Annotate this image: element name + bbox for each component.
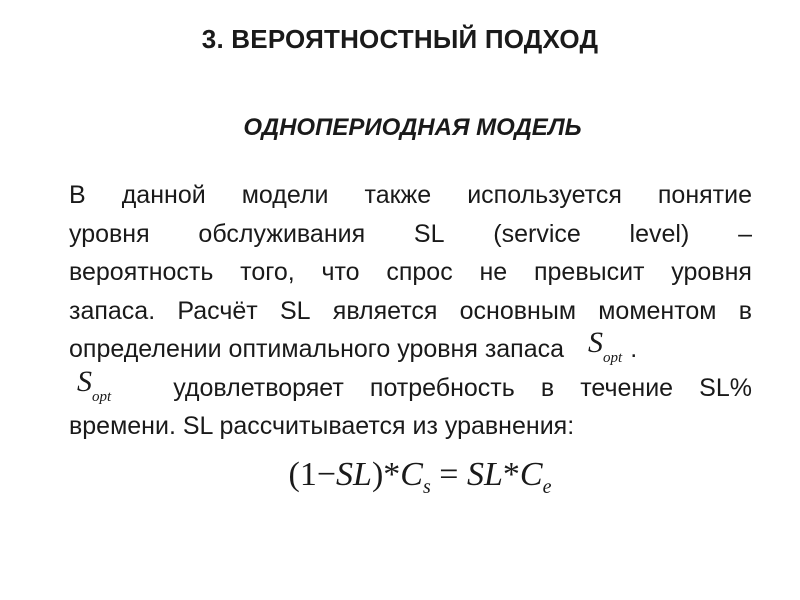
word: В bbox=[69, 181, 86, 209]
eq-equals: = bbox=[439, 456, 459, 493]
body-line-5 bbox=[69, 326, 752, 369]
s-opt-symbol bbox=[588, 326, 623, 369]
word: запаса. bbox=[69, 296, 156, 325]
eq-minus: − bbox=[316, 456, 337, 493]
word: спрос bbox=[386, 258, 453, 286]
word: течение bbox=[580, 373, 674, 402]
word: понятие bbox=[657, 181, 752, 209]
word: вероятность bbox=[69, 258, 214, 286]
word: Расчёт bbox=[177, 296, 258, 325]
word: SL bbox=[413, 219, 445, 248]
body-line-2 bbox=[69, 215, 752, 254]
eq-c-subscript: s bbox=[422, 476, 431, 498]
word: является bbox=[332, 296, 438, 325]
word: также bbox=[364, 181, 432, 209]
word: превысит bbox=[533, 258, 645, 286]
word: данной bbox=[121, 181, 206, 209]
word: что bbox=[321, 258, 360, 286]
eq-close-times: )* bbox=[371, 456, 401, 493]
body-line-1 bbox=[69, 176, 752, 215]
word: level) bbox=[629, 219, 690, 248]
word: SL% bbox=[699, 373, 752, 402]
word: в bbox=[540, 373, 555, 402]
body-text bbox=[69, 176, 752, 446]
body-line-3 bbox=[69, 253, 752, 292]
word: обслуживания bbox=[198, 219, 366, 248]
word: – bbox=[738, 219, 752, 248]
word: используется bbox=[467, 181, 622, 209]
word: SL bbox=[279, 296, 311, 325]
slide-title: 3. ВЕРОЯТНОСТНЫЙ ПОДХОД bbox=[201, 24, 599, 54]
symbol-subscript: opt bbox=[603, 350, 623, 366]
eq-c-subscript: e bbox=[542, 476, 552, 498]
word: моментом bbox=[598, 296, 717, 325]
eq-c: C bbox=[519, 456, 543, 493]
eq-times: * bbox=[502, 456, 520, 493]
word: в bbox=[738, 296, 752, 325]
body-line-6 bbox=[69, 364, 752, 408]
word: модели bbox=[241, 181, 329, 209]
body-text-fragment: определении оптимального уровня запаса bbox=[69, 335, 565, 363]
word: основным bbox=[459, 296, 577, 325]
word: уровня bbox=[671, 258, 752, 286]
eq-c: C bbox=[400, 456, 423, 493]
symbol-base: S bbox=[77, 364, 92, 398]
service-level-equation bbox=[0, 456, 800, 498]
word: удовлетворяет bbox=[173, 373, 344, 402]
eq-sl: SL bbox=[336, 456, 372, 493]
body-text-fragment: времени. SL рассчитывается из уравнения: bbox=[69, 412, 575, 440]
word: потребность bbox=[369, 373, 515, 402]
body-line-7 bbox=[69, 407, 752, 446]
word: уровня bbox=[69, 219, 150, 248]
word: (service bbox=[493, 219, 581, 248]
symbol-base: S bbox=[588, 326, 604, 359]
word: не bbox=[479, 258, 508, 286]
body-line-4 bbox=[69, 292, 752, 331]
s-opt-symbol bbox=[77, 364, 112, 408]
word: того, bbox=[240, 258, 295, 286]
symbol-subscript: opt bbox=[92, 388, 112, 405]
sentence-period: . bbox=[630, 335, 638, 363]
eq-open: (1 bbox=[288, 456, 317, 493]
slide-subtitle: ОДНОПЕРИОДНАЯ МОДЕЛЬ bbox=[243, 114, 582, 141]
eq-sl: SL bbox=[466, 456, 503, 493]
